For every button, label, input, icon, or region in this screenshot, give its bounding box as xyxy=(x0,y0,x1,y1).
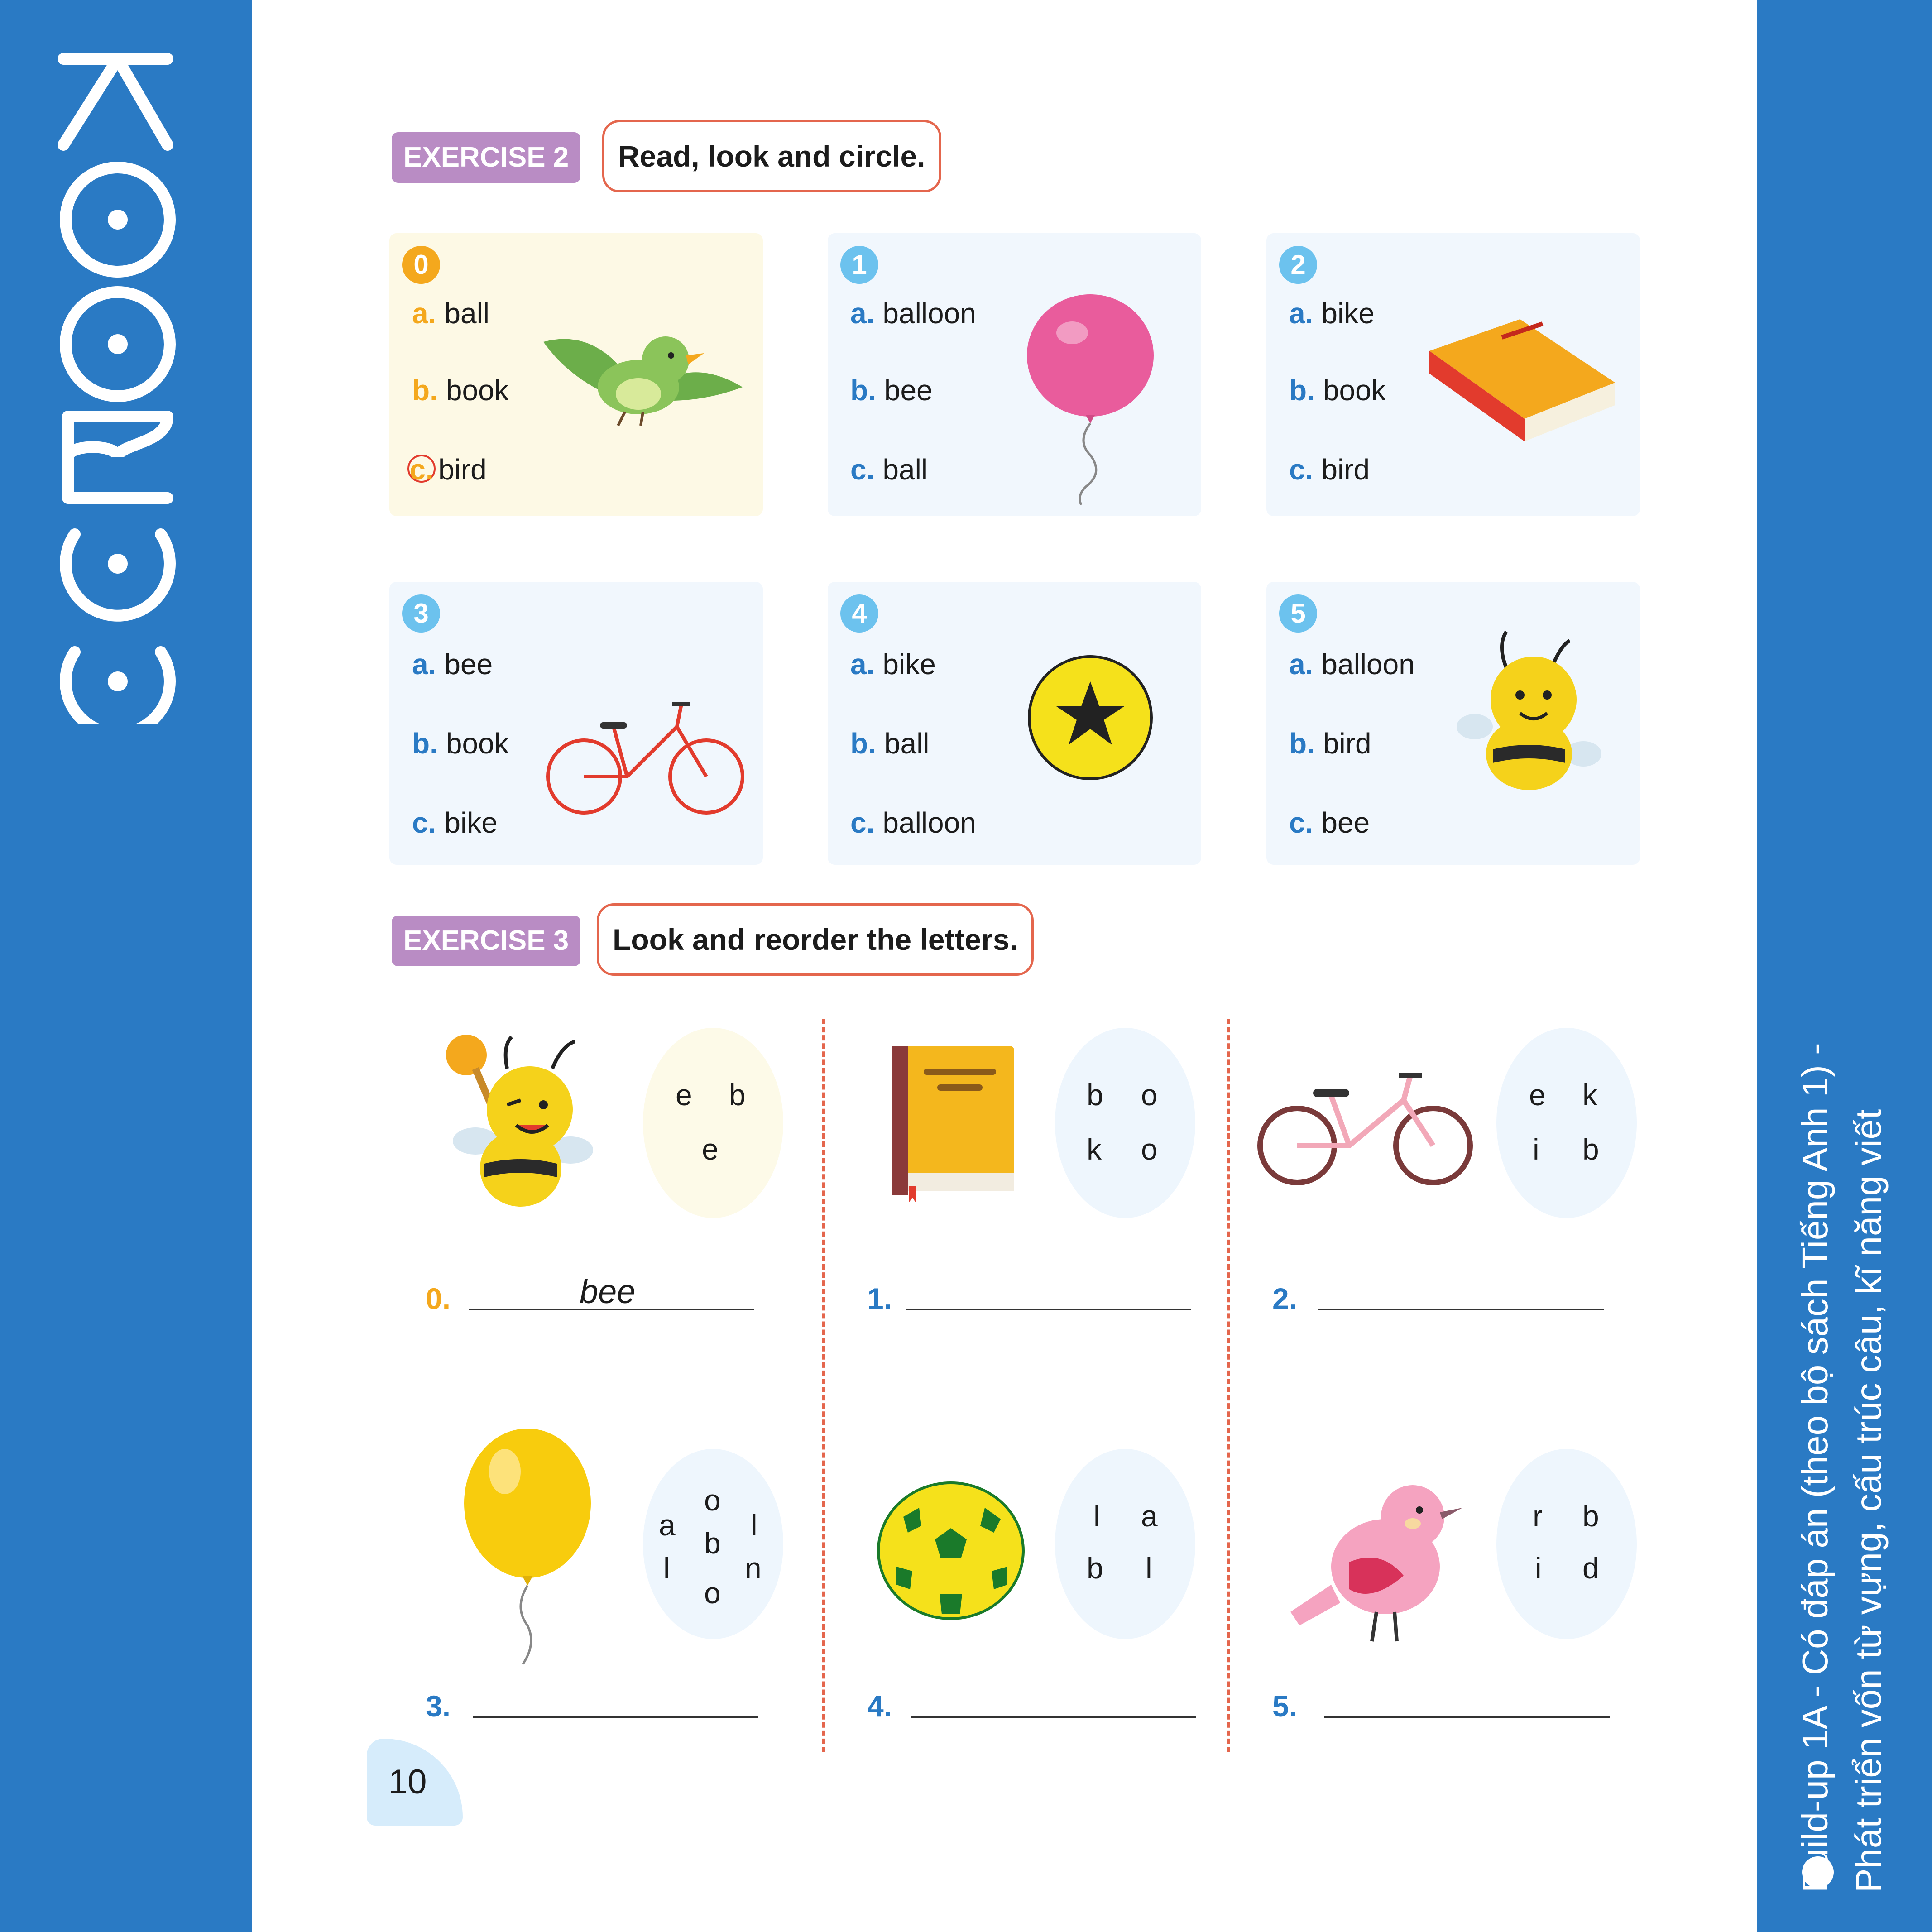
option-letter: c. xyxy=(850,806,875,839)
letters-bubble-2 xyxy=(1496,1028,1637,1218)
bee-with-honey-icon xyxy=(439,1028,602,1218)
scrambled-letter: i xyxy=(1535,1551,1542,1585)
card-number-badge: 4 xyxy=(840,594,878,633)
option-word: bike xyxy=(1321,297,1375,330)
option-b[interactable] xyxy=(850,727,930,760)
option-c[interactable] xyxy=(1289,453,1370,486)
answer-label-0: 0. xyxy=(426,1282,451,1315)
option-c[interactable] xyxy=(1289,806,1370,839)
scrambled-letter: o xyxy=(1141,1132,1158,1166)
letters-bubble-4 xyxy=(1055,1449,1195,1639)
scrambled-letter: o xyxy=(704,1483,721,1517)
bee-icon xyxy=(1457,618,1601,799)
option-letter: b. xyxy=(850,374,876,407)
caption-line-1: Build-up 1A - Có đáp án (theo bộ sách Tiếng Anh 1) - xyxy=(1795,1043,1835,1893)
answer-blank-0[interactable] xyxy=(469,1309,754,1310)
left-brand-band xyxy=(0,0,252,1932)
scrambled-letter: b xyxy=(1087,1551,1103,1585)
option-word: bee xyxy=(884,374,933,407)
bike-icon xyxy=(546,700,749,817)
answer-label-2: 2. xyxy=(1272,1282,1298,1315)
scrambled-letter: b xyxy=(1582,1132,1599,1166)
option-letter: c. xyxy=(1289,806,1314,839)
scrambled-letter: i xyxy=(1533,1132,1539,1166)
option-letter: a. xyxy=(850,297,875,330)
exercise-2-card-2 xyxy=(1266,233,1640,516)
card-number-badge: 1 xyxy=(840,246,878,284)
answer-label-4: 4. xyxy=(867,1689,892,1723)
scrambled-letter: l xyxy=(1093,1499,1100,1533)
scrambled-letter: k xyxy=(1087,1132,1102,1166)
option-c-circled[interactable] xyxy=(409,453,487,486)
answer-blank-4[interactable] xyxy=(911,1716,1196,1718)
answer-text-0: bee xyxy=(580,1273,636,1310)
option-letter: b. xyxy=(412,374,438,407)
option-a[interactable] xyxy=(1289,297,1375,330)
balloon-icon xyxy=(1018,292,1163,509)
scrambled-letter: b xyxy=(1087,1078,1103,1112)
option-a[interactable] xyxy=(412,297,489,330)
option-b[interactable] xyxy=(412,727,509,760)
answer-blank-2[interactable] xyxy=(1318,1309,1604,1310)
option-b[interactable] xyxy=(1289,374,1386,407)
scrambled-letter: e xyxy=(676,1078,692,1112)
card-number-badge: 3 xyxy=(402,594,440,633)
option-word: balloon xyxy=(1321,648,1415,681)
card-number-badge: 5 xyxy=(1279,594,1317,633)
option-letter: a. xyxy=(1289,297,1314,330)
exercise-2-card-5 xyxy=(1266,582,1640,865)
exercise-2-tag: EXERCISE 2 xyxy=(392,132,580,183)
circled-answer-mark: c. xyxy=(407,455,436,483)
exercise-3-tag: EXERCISE 3 xyxy=(392,916,580,966)
option-c[interactable] xyxy=(850,806,976,839)
exercise-2-card-1 xyxy=(828,233,1201,516)
scrambled-letter: b xyxy=(1582,1499,1599,1533)
option-letter: c. xyxy=(850,453,875,486)
option-b[interactable] xyxy=(850,374,933,407)
scrambled-letter: l xyxy=(1146,1551,1152,1585)
page-number: 10 xyxy=(388,1763,427,1801)
book-icon xyxy=(887,1041,1019,1204)
option-word: book xyxy=(446,727,509,760)
exercise-2-card-3 xyxy=(389,582,763,865)
scrambled-letter: e xyxy=(1529,1078,1546,1112)
book-icon xyxy=(1420,315,1624,460)
option-word: bird xyxy=(1321,453,1370,486)
exercise-2-title: Read, look and circle. xyxy=(602,120,941,192)
bird-icon xyxy=(525,310,752,428)
option-c[interactable] xyxy=(412,806,498,839)
book-series-caption xyxy=(1788,1043,1895,1893)
option-word: balloon xyxy=(882,806,976,839)
scrambled-letter: a xyxy=(659,1508,676,1542)
ball-icon xyxy=(1027,654,1154,781)
card-number-badge: 0 xyxy=(402,246,440,284)
answer-blank-1[interactable] xyxy=(906,1309,1191,1310)
letters-bubble-3 xyxy=(643,1449,783,1639)
option-letter: b. xyxy=(850,727,876,760)
option-letter: a. xyxy=(1289,648,1314,681)
card-number-badge: 2 xyxy=(1279,246,1317,284)
option-letter: c. xyxy=(412,806,436,839)
option-a[interactable] xyxy=(1289,647,1415,681)
scrambled-letter: a xyxy=(1141,1499,1158,1533)
caption-line-2: Phát triển vốn từ vựng, cấu trúc câu, kĩ năng viết xyxy=(1848,1109,1889,1893)
scrambled-letter: l xyxy=(751,1508,757,1542)
scrambled-letter: o xyxy=(704,1576,721,1610)
option-word: ball xyxy=(884,727,930,760)
answer-label-3: 3. xyxy=(426,1689,451,1723)
option-word: bird xyxy=(438,453,487,486)
letters-bubble-0 xyxy=(643,1028,783,1218)
answer-blank-3[interactable] xyxy=(473,1716,758,1718)
column-divider xyxy=(1227,1019,1230,1752)
option-word: balloon xyxy=(882,297,976,330)
option-word: ball xyxy=(882,453,928,486)
option-letter: b. xyxy=(412,727,438,760)
scrambled-letter: n xyxy=(745,1551,762,1585)
pink-bird-icon xyxy=(1281,1472,1472,1644)
option-letter: c. xyxy=(1289,453,1314,486)
letters-bubble-5 xyxy=(1496,1449,1637,1639)
balloon-icon xyxy=(460,1426,595,1666)
option-word: book xyxy=(1323,374,1386,407)
option-a[interactable] xyxy=(850,647,936,681)
option-letter: a. xyxy=(412,297,436,330)
option-letter: b. xyxy=(1289,374,1315,407)
option-word: bird xyxy=(1323,727,1371,760)
option-word: bee xyxy=(444,648,493,681)
answer-label-5: 5. xyxy=(1272,1689,1298,1723)
answer-label-1: 1. xyxy=(867,1282,892,1315)
scrambled-letter: b xyxy=(729,1078,746,1112)
option-letter: a. xyxy=(850,648,875,681)
option-word: bee xyxy=(1321,806,1370,839)
exercise-3-title: Look and reorder the letters. xyxy=(597,903,1034,976)
option-word: book xyxy=(446,374,509,407)
scrambled-letter: o xyxy=(1141,1078,1158,1112)
scrambled-letter: d xyxy=(1582,1551,1599,1585)
answer-blank-5[interactable] xyxy=(1324,1716,1610,1718)
scrambled-letter: r xyxy=(1533,1499,1543,1533)
letters-bubble-1 xyxy=(1055,1028,1195,1218)
option-a[interactable] xyxy=(850,297,976,330)
exercise-2-card-4 xyxy=(828,582,1201,865)
column-divider xyxy=(822,1019,825,1752)
option-word: bike xyxy=(444,806,498,839)
option-word: bike xyxy=(882,648,936,681)
ccbook-logo xyxy=(50,45,186,724)
option-word: ball xyxy=(444,297,489,330)
option-letter: b. xyxy=(1289,727,1315,760)
option-b[interactable] xyxy=(1289,727,1371,760)
option-c[interactable] xyxy=(850,453,928,486)
soccer-ball-icon xyxy=(876,1481,1026,1621)
scrambled-letter: k xyxy=(1582,1078,1597,1112)
option-letter: a. xyxy=(412,648,436,681)
scrambled-letter: l xyxy=(663,1551,670,1585)
scrambled-letter: e xyxy=(702,1132,719,1166)
scrambled-letter: b xyxy=(704,1526,721,1560)
bike-icon xyxy=(1254,1064,1476,1191)
exercise-2-card-0 xyxy=(389,233,763,516)
option-b[interactable] xyxy=(412,374,509,407)
option-a[interactable] xyxy=(412,647,493,681)
